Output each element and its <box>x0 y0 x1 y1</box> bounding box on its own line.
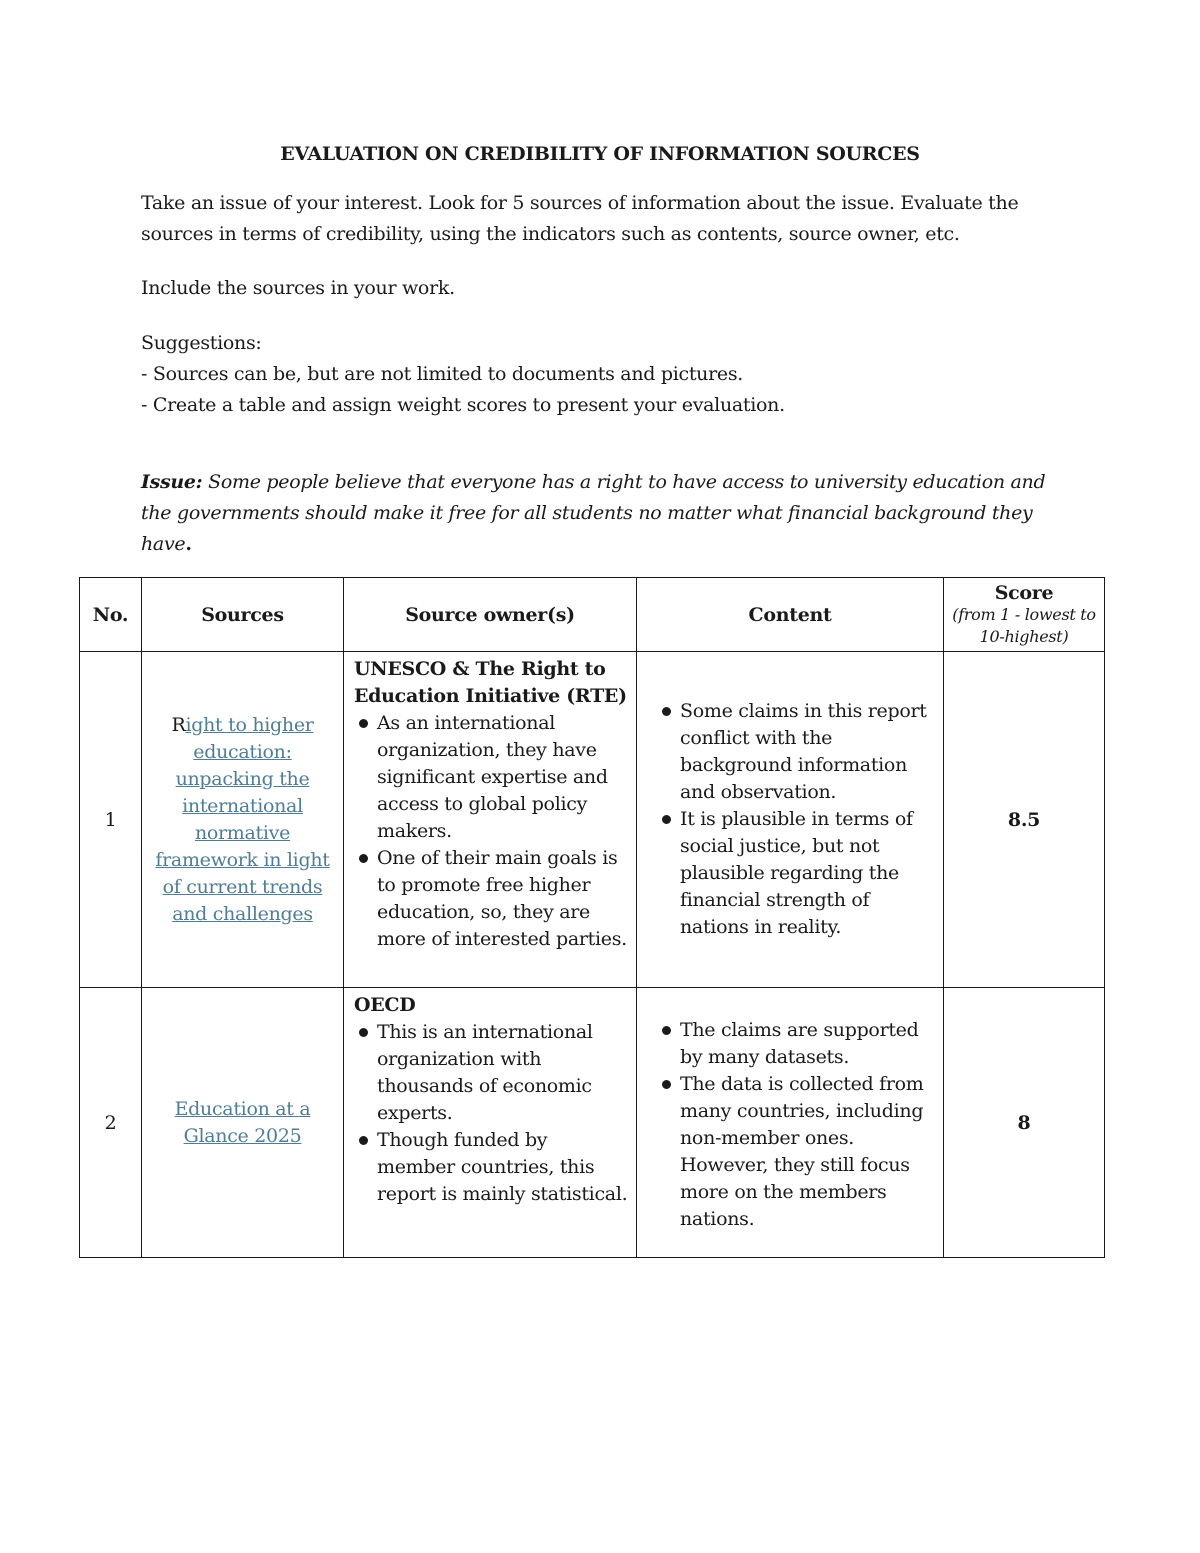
header-score <box>944 578 1105 652</box>
issue-text: Some people believe that everyone has a right to have access to university education and the governments should make it free for all students no matter what financial background they have <box>141 471 1046 555</box>
evaluation-table <box>79 577 1105 1258</box>
content-cell <box>637 652 944 988</box>
list-item: This is an international organization with thousands of economic experts. <box>377 1019 628 1127</box>
list-item: As an international organization, they have significant expertise and access to global policy makers. <box>377 710 628 845</box>
list-item: It is plausible in terms of social justice, but not plausible regarding the financial strength of nations in reality. <box>680 806 935 941</box>
suggestions-heading: Suggestions: <box>141 332 262 354</box>
content-cell <box>637 988 944 1258</box>
row-number: 1 <box>80 652 142 988</box>
source-link[interactable]: Education at a Glance 2025 <box>174 1097 311 1147</box>
header-score-note: (from 1 - lowest to 10-highest) <box>952 604 1096 646</box>
header-content: Content <box>637 578 944 652</box>
table-row <box>80 652 1105 988</box>
issue-label: Issue: <box>141 471 203 493</box>
list-item: Though funded by member countries, this report is mainly statistical. <box>377 1127 628 1208</box>
header-owner: Source owner(s) <box>344 578 637 652</box>
owner-points <box>354 1019 628 1208</box>
header-sources: Sources <box>142 578 344 652</box>
owner-points <box>354 710 628 953</box>
list-item: The data is collected from many countries, including non-member ones. However, they still focus more on the members nations. <box>680 1071 935 1233</box>
table-header-row <box>80 578 1105 652</box>
list-item: Some claims in this report conflict with the background information and observation. <box>680 698 935 806</box>
owner-cell <box>344 988 637 1258</box>
content-points <box>659 698 935 941</box>
header-no: No. <box>80 578 142 652</box>
owner-name: UNESCO & The Right to Education Initiative (RTE) <box>354 658 627 707</box>
suggestions-block <box>141 328 1071 421</box>
table-row <box>80 988 1105 1258</box>
suggestion-item: - Sources can be, but are not limited to documents and pictures. <box>141 363 744 385</box>
instructions-paragraph <box>141 188 1071 250</box>
issue-statement <box>141 467 1081 560</box>
score-value: 8 <box>944 988 1105 1258</box>
source-link[interactable]: ight to higher education: unpacking the international normative framework in light of current trends and challenges <box>155 713 330 925</box>
header-score-label: Score <box>994 581 1054 604</box>
suggestion-item: - Create a table and assign weight scores to present your evaluation. <box>141 394 785 416</box>
instructions-line-2: sources in terms of credibility, using the indicators such as contents, source owner, etc. <box>141 223 960 245</box>
list-item: One of their main goals is to promote free higher education, so, they are more of interested parties. <box>377 845 628 953</box>
instructions-line-1: Take an issue of your interest. Look for 5 sources of information about the issue. Evaluate the <box>141 192 1019 214</box>
source-prefix: R <box>171 713 186 736</box>
score-value: 8.5 <box>944 652 1105 988</box>
source-cell <box>142 652 344 988</box>
owner-cell <box>344 652 637 988</box>
content-points <box>659 1017 935 1233</box>
source-cell <box>142 988 344 1258</box>
list-item: The claims are supported by many datasets. <box>680 1017 935 1071</box>
owner-name: OECD <box>354 994 416 1016</box>
page-title: EVALUATION ON CREDIBILITY OF INFORMATION SOURCES <box>280 143 920 165</box>
issue-end-period: . <box>185 533 192 555</box>
row-number: 2 <box>80 988 142 1258</box>
include-sources-note: Include the sources in your work. <box>141 277 455 299</box>
